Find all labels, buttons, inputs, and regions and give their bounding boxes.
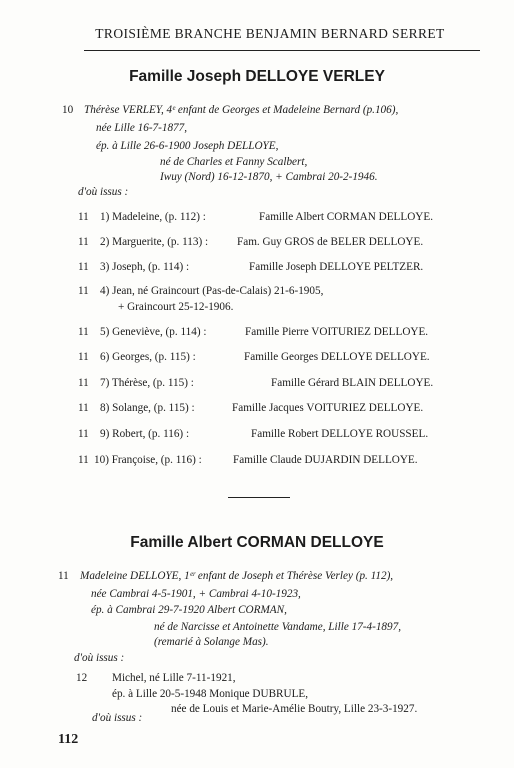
child-gen: 11 <box>78 454 89 466</box>
entry-line-4: né de Charles et Fanny Scalbert, <box>160 156 308 168</box>
child-gen: 11 <box>78 211 89 223</box>
entry-line-3: ép. à Cambrai 29-7-1920 Albert CORMAN, <box>91 604 287 616</box>
child-family-ref: Famille Claude DUJARDIN DELLOYE. <box>233 454 418 466</box>
generation-number: 10 <box>62 104 74 116</box>
entry-line-1: Madeleine DELLOYE, 1ᵉʳ enfant de Joseph et Thérèse Verley (p. 112), <box>80 570 394 582</box>
child-family-ref: Famille Robert DELLOYE ROUSSEL. <box>251 428 429 440</box>
issue-label: d'où issus : <box>92 712 143 724</box>
child-entry: 5) Geneviève, (p. 114) : <box>100 326 207 338</box>
issue-label: d'où issus : <box>74 652 125 664</box>
section-separator <box>228 497 290 498</box>
child-entry: 2) Marguerite, (p. 113) : <box>100 236 209 248</box>
issue-label: d'où issus : <box>78 186 129 198</box>
entry-line-2: née Lille 16-7-1877, <box>96 122 188 134</box>
generation-number: 11 <box>58 570 69 582</box>
section-title-corman-delloye: Famille Albert CORMAN DELLOYE <box>130 534 384 551</box>
child-gen: 11 <box>78 285 89 297</box>
child-gen: 12 <box>76 672 88 684</box>
child-gen: 11 <box>78 428 89 440</box>
child-line-3: née de Louis et Marie-Amélie Boutry, Lille 23-3-1927. <box>171 703 418 715</box>
child-line-1: Michel, né Lille 7-11-1921, <box>112 672 236 684</box>
child-gen: 11 <box>78 377 89 389</box>
child-gen: 11 <box>78 402 89 414</box>
entry-line-2: née Cambrai 4-5-1901, + Cambrai 4-10-1923, <box>91 588 301 600</box>
entry-line-1: Thérèse VERLEY, 4ᵉ enfant de Georges et Madeleine Bernard (p.106), <box>84 104 399 116</box>
entry-line-5: (remarié à Solange Mas). <box>154 636 269 648</box>
child-family-ref: Famille Albert CORMAN DELLOYE. <box>259 211 434 223</box>
child-line-2: ép. à Lille 20-5-1948 Monique DUBRULE, <box>112 688 309 700</box>
child-family-ref: Famille Jacques VOITURIEZ DELLOYE. <box>232 402 424 414</box>
running-header: TROISIÈME BRANCHE BENJAMIN BERNARD SERRET <box>95 26 445 41</box>
child-gen: 11 <box>78 326 89 338</box>
child-entry: 8) Solange, (p. 115) : <box>100 402 195 414</box>
child-gen: 11 <box>78 261 89 273</box>
child-gen: 11 <box>78 236 89 248</box>
section-title-delloye-verley: Famille Joseph DELLOYE VERLEY <box>129 68 385 85</box>
entry-line-4: né de Narcisse et Antoinette Vandame, Lille 17-4-1897, <box>154 621 402 633</box>
child-entry: 4) Jean, né Graincourt (Pas-de-Calais) 21-6-1905, <box>100 285 324 297</box>
child-entry: 7) Thérèse, (p. 115) : <box>100 377 194 389</box>
child-family-ref: Famille Pierre VOITURIEZ DELLOYE. <box>245 326 429 338</box>
page-number: 112 <box>58 732 79 747</box>
child-entry: 6) Georges, (p. 115) : <box>100 351 196 363</box>
entry-line-3: ép. à Lille 26-6-1900 Joseph DELLOYE, <box>96 140 279 152</box>
child-gen: 11 <box>78 351 89 363</box>
child-family-ref: Famille Georges DELLOYE DELLOYE. <box>244 351 430 363</box>
child-entry: 10) Françoise, (p. 116) : <box>94 454 202 466</box>
child-entry: 3) Joseph, (p. 114) : <box>100 261 190 273</box>
child-family-ref: Famille Joseph DELLOYE PELTZER. <box>249 261 424 273</box>
child-family-ref: Famille Gérard BLAIN DELLOYE. <box>271 377 434 389</box>
child-family-ref: Fam. Guy GROS de BELER DELLOYE. <box>237 236 424 248</box>
entry-line-5: Iwuy (Nord) 16-12-1870, + Cambrai 20-2-1946. <box>160 171 378 183</box>
child-entry: 9) Robert, (p. 116) : <box>100 428 190 440</box>
header-rule <box>84 50 480 51</box>
child-entry-line2: + Graincourt 25-12-1906. <box>118 301 234 313</box>
child-entry: 1) Madeleine, (p. 112) : <box>100 211 206 223</box>
